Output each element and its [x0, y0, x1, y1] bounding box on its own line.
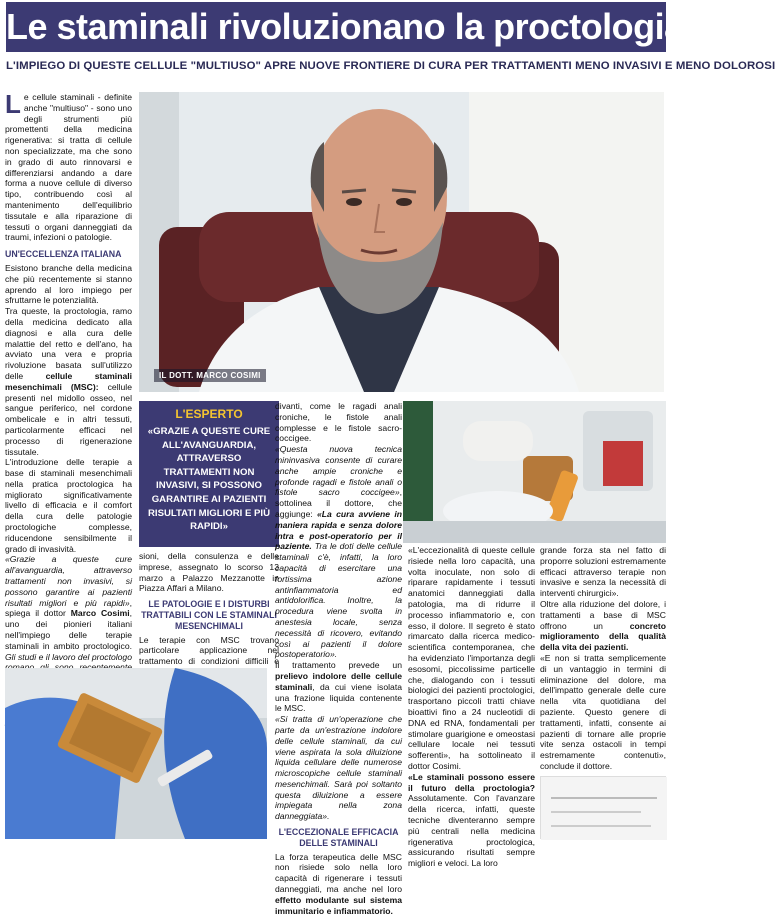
- headline-banner: [0, 0, 684, 52]
- col3-paragraph: divanti, come le ragadi anali croniche, le fistole anali complesse e le fistole sacro-coccigee.: [275, 401, 402, 444]
- col3-paragraph: «Si tratta di un'operazione che parte da un'estrazione indolore delle cellule staminali, da cui viene aspirata la sola diluizione liquida cellulare delle numerose microscopiche cellule staminali mesenchimali. Sarà poi soltanto questa diluizione a essere impiegata nella zona danneggiata».: [275, 714, 402, 822]
- col1-paragraph: L'introduzione delle terapie a base di staminali mesenchimali nella pratica proctologica ha migliorato significativamente livello di efficacia e il comfort della cura delle patologie proctologiche complesse, riducendone sensibilmente il grado di invasività.: [5, 457, 132, 554]
- column-4: [408, 545, 535, 869]
- column-5: [540, 545, 666, 773]
- portrait-illustration: [139, 92, 664, 392]
- col4-paragraph: «L'eccezionalità di queste cellule risiede nella loro capacità, una volta inoculate, non solo di riparare rapidamente i tessuti anatomici danneggiati dalla patologia, ma di ridurre il processo infiammatorio e, con esso, il dolore. Il segreto è stato rimarcato dalla ricerca medico-scientifica contemporanea, che ha evidenziato l'importanza degli esosomi, piccolissime particelle che, dialogando con i tessuti biologici dei pazienti proctologici, trasportano piccoli tratti chiave bioattivi fino a 24 nucleotidi di DNA ed RNA, fondamentali per stimolare guarigione e omeostasi cellulare locale nei tessuti sofferenti», ha sottolineato il dottor Cosimi.: [408, 545, 535, 771]
- col2-paragraph: sioni, della consulenza e delle imprese, assegnato lo scorso 13 marzo a Palazzo Mezzanotte in Piazza Affari a Milano.: [139, 551, 279, 594]
- col1-paragraph: Tra queste, la proctologia, ramo della medicina dedicato alla diagnosi e alla cura delle malattie del retto e dell'ano, ha avviato una vera e propria rivoluzione basata sull'utilizzo delle cellule staminali mesenchimali (MSC): cellule presenti nel midollo osseo, nel sangue periferico, nel cordone ombelicale e in altri tessuti, particolarmente efficaci nel processo di rigenerazione tissutale.: [5, 306, 132, 457]
- col3-paragraph: «Questa nuova tecnica mininvasiva consente di curare anche ampie croniche e profonde ragadi e fistole anali o fistole sacro coccigee», sottolinea il dottore, che aggiunge: «La cura avviene in maniera rapida e senza dolore intra e post-operatorio per il paziente. Tra le doti delle cellule staminali c'è, infatti, la loro capacità di esercitare una fortissima azione antinfiammatoria ed antidolorifica. Inoltre, la procedura viene svolta in anestesia locale, senza necessità di ricovero, evitando così ai pazienti il dolore postoperatorio».: [275, 444, 402, 660]
- column-2: [139, 551, 279, 666]
- col5-paragraph: grande forza sta nel fatto di proporre soluzioni estremamente efficaci attraverso terapie non invasive e senza la necessità di interventi chirurgici».: [540, 545, 666, 599]
- expert-quote-box: [139, 401, 279, 547]
- column-1: [5, 89, 132, 666]
- col2-paragraph: Le terapie con MSC trovano particolare applicazione nel trattamento di condizioni difficili e: [139, 634, 279, 667]
- subheadline: L'IMPIEGO DI QUESTE CELLULE "MULTIUSO" APRE NUOVE FRONTIERE DI CURA PER TRATTAMENTI MENO INVASIVI E MENO DOLOROSI: [6, 60, 775, 72]
- thumbnail-photo: [540, 776, 666, 839]
- lab-photo: [403, 401, 666, 543]
- col3-paragraph: Il trattamento prevede un prelievo indolore delle cellule staminali, da cui viene isolata una frazione liquida contenente le MSC.: [275, 660, 402, 714]
- photo-caption: IL DOTT. MARCO COSIMI: [154, 369, 266, 382]
- syringe-photo: [5, 668, 267, 839]
- thumbnail-illustration: [541, 777, 667, 840]
- intro-paragraph: Le cellule staminali - definite anche "multiuso" - sono uno degli strumenti più promettenti della medicina rigenerativa: si tratta di cellule non specializzate, ma che sono in grado di auto rinnovarsi e differenziarsi andando a dare forma a nuove cellule di diverso tipo, contribuendo così al mantenimento dell'equilibrio tissutale e alla riparazione di tessuti o organi danneggiati da traumi, infezioni o patologie.: [5, 89, 132, 243]
- dropcap: L: [5, 89, 21, 119]
- section-heading-eccellenza: UN'ECCELLENZA ITALIANA: [5, 249, 122, 260]
- col5-paragraph: «E non si tratta semplicemente di un vantaggio in termini di eliminazione del dolore, ma dell'impatto generale delle cure nella vita quotidiana del paziente. Questo genere di trattamenti, infatti, consente ai pazienti di tornare alle proprie vite senza ostacoli in tempi estremamente contenuti», conclude il dottore.: [540, 652, 666, 771]
- syringe-illustration: [5, 668, 267, 839]
- col1-paragraph: «Grazie a queste cure all'avanguardia, attraverso trattamenti non invasivi, si possono garantire ai pazienti risultati migliori e più rapidi», spiega il dottor Marco Cosimi, uno dei pionieri italiani nell'impiego delle terapie staminali in ambito proctologico. Gli studi e il lavoro del proctologo: [5, 554, 132, 662]
- portrait-photo: [139, 92, 664, 392]
- col3-paragraph: La forza terapeutica delle MSC non risiede solo nella loro capacità di rigenerare i tessuti danneggiati, ma anche nel loro effetto modulante sul sistema immunitario e infiammatorio.: [275, 851, 402, 916]
- headline: Le staminali rivoluzionano la proctologia: [6, 2, 666, 52]
- expert-tag: L'ESPERTO: [175, 407, 243, 421]
- column-3: [275, 401, 402, 916]
- col1-paragraph: Esistono branche della medicina che più recentemente si stanno aprendo al loro impiego per sfruttarne le potenzialità.: [5, 262, 132, 306]
- section-heading-patologie: LE PATOLOGIE E I DISTURBI TRATTABILI CON LE STAMINALI MESENCHIMALI: [141, 599, 277, 631]
- lab-illustration: [403, 401, 666, 543]
- col5-paragraph: Oltre alla riduzione del dolore, i trattamenti a base di MSC offrono un concreto miglioramento della qualità della vita dei pazienti.: [540, 598, 666, 653]
- col4-paragraph: «Le staminali possono essere il futuro della proctologia? Assolutamente. Con l'avanzare della ricerca, infatti, queste tecniche diventeranno sempre più centrali nella medicina rigenerativa proctologica, assicurando risultati sempre migliori e veloci. La loro: [408, 771, 535, 869]
- section-heading-efficacia: L'ECCEZIONALE EFFICACIA DELLE STAMINALI: [278, 827, 399, 848]
- expert-quote: «GRAZIE A QUESTE CURE ALL'AVANGUARDIA, ATTRAVERSO TRATTAMENTI NON INVASIVI, SI POSSONO GARANTIRE AI PAZIENTI RISULTATI MIGLIORI E PIÙ RAPIDI»: [147, 426, 271, 533]
